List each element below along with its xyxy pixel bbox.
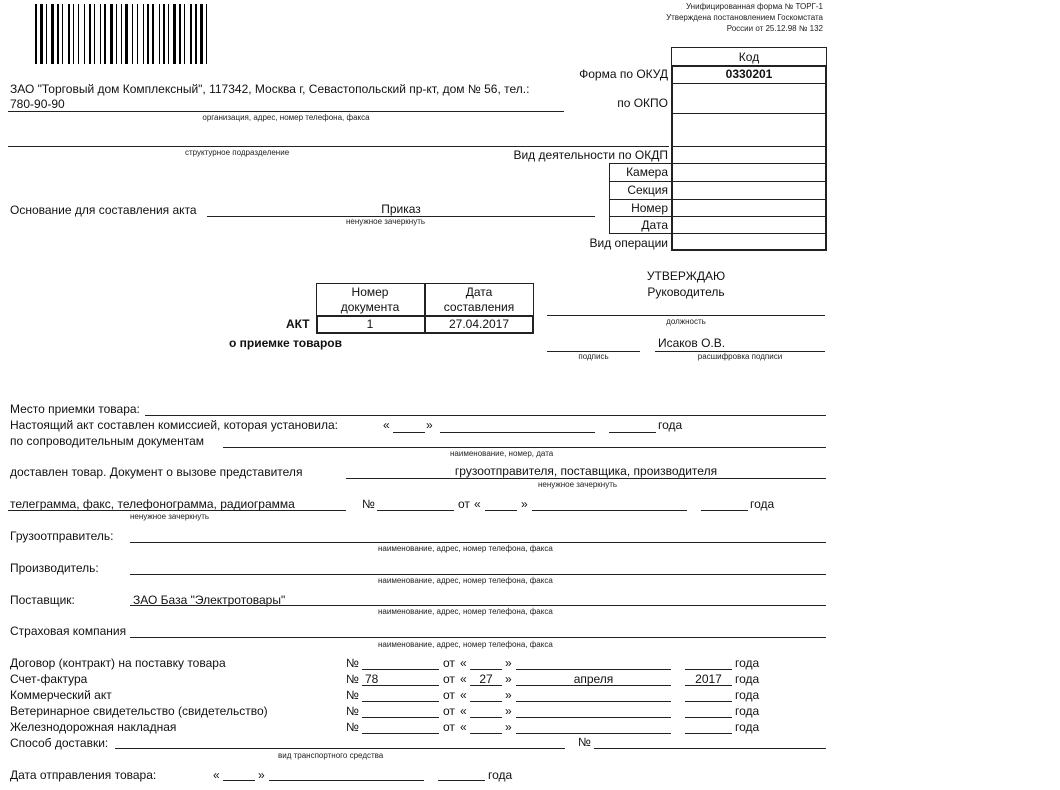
doc-number: 1 [366, 317, 374, 331]
schet-quote-open: « [460, 672, 467, 686]
addr-caption-2: наименование, адрес, номер телефона, факса [378, 576, 553, 585]
basis-caption: ненужное зачеркнуть [346, 217, 426, 226]
dogovor-quote-open: « [460, 656, 467, 670]
form-ref-line3: России от 25.12.98 № 132 [726, 24, 823, 33]
transport-caption: вид транспортного средства [278, 751, 384, 760]
approver-name: Исаков О.В. [658, 336, 726, 350]
name-caption: расшифровка подписи [697, 352, 783, 361]
dogovor-ot: от [443, 656, 455, 670]
kommercheskiy-goda: года [735, 688, 760, 702]
addr-caption-1: наименование, адрес, номер телефона, факса [378, 544, 553, 553]
organization-line1: ЗАО "Торговый дом Комплексный", 117342, Москва г, Севастопольский пр-кт, дом № 56, тел.: [10, 82, 530, 96]
schet-year: 2017 [695, 672, 722, 686]
zheleznodorozhnaya-label: Железнодорожная накладная [10, 720, 177, 734]
zheleznodorozhnaya-quote-open: « [460, 720, 467, 734]
telegramma-quote-close: » [521, 497, 528, 511]
kommercheskiy-quote-close: » [505, 688, 512, 702]
nomer-label: Номер [631, 201, 668, 215]
veterinarnoe-goda: года [735, 704, 760, 718]
proizvoditel-label: Производитель: [10, 561, 99, 575]
telegramma-label: телеграмма, факс, телефонограмма, радиограмма [10, 497, 295, 511]
dogovor-goda: года [735, 656, 760, 670]
approve-title: УТВЕРЖДАЮ [646, 269, 726, 283]
telegramma-goda: года [750, 497, 775, 511]
nenuzhnoe-caption-2: ненужное зачеркнуть [130, 512, 210, 521]
schet-ot: от [443, 672, 455, 686]
data-label: Дата [641, 218, 668, 232]
dogovor-quote-close: » [505, 656, 512, 670]
schet-label: Счет-фактура [10, 672, 88, 686]
telegramma-quote-open: « [474, 497, 481, 511]
mesto-label: Место приемки товара: [10, 402, 140, 416]
strahovaya-label: Страховая компания [10, 624, 127, 638]
kommercheskiy-label: Коммерческий акт [10, 688, 112, 702]
telegramma-nomer: № [362, 497, 375, 511]
organization-caption: организация, адрес, номер телефона, факса [202, 113, 370, 122]
gruzootpravitelya-text: грузоотправителя, поставщика, производителя [454, 464, 718, 478]
veterinarnoe-label: Ветеринарное свидетельство (свидетельство) [10, 704, 268, 718]
dogovor-nomer-sign: № [346, 656, 359, 670]
organization-line2: 780-90-90 [10, 97, 65, 111]
doc-col1-b: документа [340, 300, 400, 314]
sposob-nomer: № [578, 735, 591, 749]
division-caption: структурное подразделение [185, 148, 290, 157]
postavshik-value: ЗАО База "Электротовары" [133, 593, 286, 607]
vid-operacii-label: Вид операции [589, 236, 668, 250]
code-box [671, 65, 827, 251]
doc-col2-b: составления [443, 300, 515, 314]
sposob-label: Способ доставки: [10, 736, 109, 750]
form-ref-line1: Унифицированная форма № ТОРГ-1 [685, 2, 823, 11]
position-caption: должность [666, 317, 706, 326]
gruzootpravitel-label: Грузоотправитель: [10, 529, 114, 543]
kod-header: Код [671, 47, 827, 66]
nenuzhnoe-caption-1: ненужное зачеркнуть [538, 480, 618, 489]
form-ref-line2: Утверждена постановлением Госкомстата [666, 13, 823, 22]
quote-close: » [426, 418, 433, 432]
akt-title: о приемке товаров [229, 336, 343, 350]
schet-day: 27 [479, 672, 493, 686]
basis-value: Приказ [381, 202, 421, 216]
basis-label: Основание для составления акта [10, 203, 197, 217]
naim-caption: наименование, номер, дата [450, 449, 554, 458]
addr-caption-3: наименование, адрес, номер телефона, факса [378, 607, 553, 616]
zheleznodorozhnaya-ot: от [443, 720, 455, 734]
zheleznodorozhnaya-quote-close: » [505, 720, 512, 734]
sekciya-label: Секция [627, 183, 668, 197]
kommercheskiy-nomer-sign: № [346, 688, 359, 702]
data-otpravleniya-label: Дата отправления товара: [10, 768, 157, 782]
schet-goda: года [735, 672, 760, 686]
schet-month: апреля [573, 672, 614, 686]
veterinarnoe-nomer-sign: № [346, 704, 359, 718]
veterinarnoe-ot: от [443, 704, 455, 718]
schet-quote-close: » [505, 672, 512, 686]
dostavlen-label: доставлен товар. Документ о вызове представителя [10, 465, 303, 479]
po-dokumentam-label: по сопроводительным документам [10, 434, 205, 448]
akt-label: АКТ [286, 317, 310, 331]
barcode-image [35, 4, 307, 64]
komissiya-label: Настоящий акт составлен комиссией, которая установила: [10, 418, 339, 432]
kamera-label: Камера [626, 165, 668, 179]
addr-caption-4: наименование, адрес, номер телефона, факса [378, 640, 553, 649]
approve-role: Руководитель [647, 285, 725, 299]
schet-number: 78 [365, 672, 379, 686]
doc-date: 27.04.2017 [448, 317, 510, 331]
veterinarnoe-quote-open: « [460, 704, 467, 718]
doc-col1-a: Номер [351, 285, 389, 299]
schet-nomer-sign: № [346, 672, 359, 686]
okpo-label: по ОКПО [617, 96, 668, 110]
signature-caption: подпись [578, 352, 609, 361]
kommercheskiy-quote-open: « [460, 688, 467, 702]
quote-open: « [383, 418, 390, 432]
otpr-quote-close: » [258, 768, 265, 782]
okud-label: Форма по ОКУД [579, 67, 668, 81]
goda-label: года [658, 418, 683, 432]
telegramma-ot: от [458, 497, 470, 511]
zheleznodorozhnaya-nomer-sign: № [346, 720, 359, 734]
postavshik-label: Поставщик: [10, 593, 75, 607]
otpr-quote-open: « [213, 768, 220, 782]
doc-col2-a: Дата [465, 285, 493, 299]
dogovor-label: Договор (контракт) на поставку товара [10, 656, 226, 670]
okud-value: 0330201 [725, 67, 773, 81]
kommercheskiy-ot: от [443, 688, 455, 702]
zheleznodorozhnaya-goda: года [735, 720, 760, 734]
okdp-label: Вид деятельности по ОКДП [513, 148, 668, 162]
otpr-goda: года [488, 768, 513, 782]
veterinarnoe-quote-close: » [505, 704, 512, 718]
